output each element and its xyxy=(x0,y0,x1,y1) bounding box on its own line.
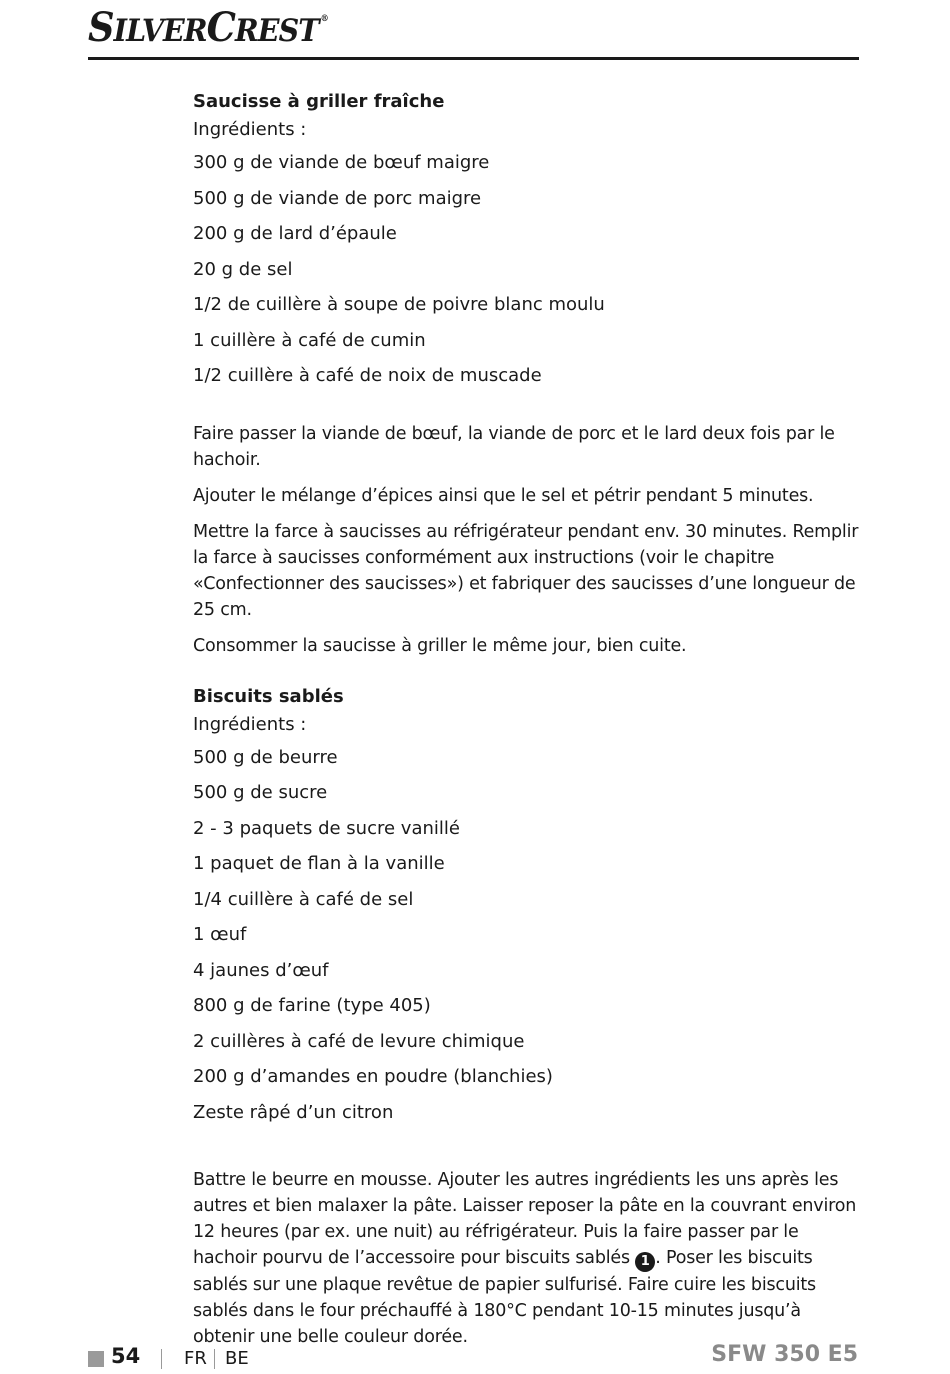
ingredient-item: 1/2 de cuillère à soupe de poivre blanc moulu xyxy=(193,294,605,315)
ingredient-item: 1 paquet de flan à la vanille xyxy=(193,853,445,874)
ingredient-item: 800 g de farine (type 405) xyxy=(193,995,431,1016)
ingredient-item: Zeste râpé d’un citron xyxy=(193,1101,394,1123)
ingredient-item: 1 cuillère à café de cumin xyxy=(193,329,426,351)
ingredient-item: 1/4 cuillère à café de sel xyxy=(193,888,414,910)
ingredient-item: 500 g de sucre xyxy=(193,782,328,803)
ingredient-item: 1/2 cuillère à café de noix de muscade xyxy=(193,365,542,386)
recipe-title: Saucisse à griller fraîche xyxy=(193,91,445,112)
instruction-paragraph: Mettre la farce à saucisses au réfrigérateur pendant env. 30 minutes. Remplir la farce à saucisses conformément aux instructions (voir le chapitre «Confectionner des saucisses») et fabriquer des saucisses d’une longueur de 25 cm. xyxy=(193,521,859,620)
ingredient-item: 500 g de beurre xyxy=(193,746,338,768)
instruction-paragraph: Battre le beurre en mousse. Ajouter les autres ingrédients les uns après les autres et bien malaxer la pâte. Laisser reposer la pâte en la couvrant environ 12 heures (par ex. une nuit) au réfrigérateur. Puis la faire passer par le hachoir pourvu de l’accessoire pour biscuits sablés 1 . Poser les biscuits sablés sur une plaque revêtue de papier sulfurisé. Faire cuire les biscuits sablés dans le four préchauffé à 180°C pendant 10-15 minutes jusqu’à obtenir une belle couleur dorée. xyxy=(193,1170,857,1347)
language-code: BE xyxy=(225,1348,249,1369)
ingredient-item: 1 œuf xyxy=(193,924,247,945)
language-code: FR xyxy=(184,1348,207,1369)
footer-divider xyxy=(214,1349,215,1369)
page-content xyxy=(193,88,863,1360)
instruction-paragraph: Consommer la saucisse à griller le même jour, bien cuite. xyxy=(193,635,687,656)
page-footer xyxy=(0,1340,950,1374)
instruction-paragraph: Ajouter le mélange d’épices ainsi que le sel et pétrir pendant 5 minutes. xyxy=(193,485,814,506)
recipe-title: Biscuits sablés xyxy=(193,685,344,707)
ingredients-label: Ingrédients : xyxy=(193,119,307,140)
model-number: SFW 350 E5 xyxy=(711,1342,858,1367)
page-marker-square xyxy=(88,1351,104,1367)
ingredient-item: 200 g de lard d’épaule xyxy=(193,223,397,244)
instruction-paragraph: Faire passer la viande de bœuf, la viande de porc et le lard deux fois par le hachoir. xyxy=(193,423,835,470)
header-rule xyxy=(88,57,859,60)
ingredient-item: 2 cuillères à café de levure chimique xyxy=(193,1030,525,1052)
page-number: 54 xyxy=(111,1344,141,1368)
ingredients-label: Ingrédients : xyxy=(193,713,307,735)
part-number-badge: 1 xyxy=(635,1252,655,1272)
ingredient-item: 300 g de viande de bœuf maigre xyxy=(193,152,490,173)
brand-logo: SILVERCREST ® xyxy=(88,4,328,51)
ingredient-item: 4 jaunes d’œuf xyxy=(193,959,329,981)
ingredient-item: 200 g d’amandes en poudre (blanchies) xyxy=(193,1066,553,1087)
ingredient-item: 2 - 3 paquets de sucre vanillé xyxy=(193,817,460,839)
ingredient-item: 20 g de sel xyxy=(193,258,293,280)
ingredient-item: 500 g de viande de porc maigre xyxy=(193,187,482,209)
footer-divider xyxy=(161,1349,162,1369)
